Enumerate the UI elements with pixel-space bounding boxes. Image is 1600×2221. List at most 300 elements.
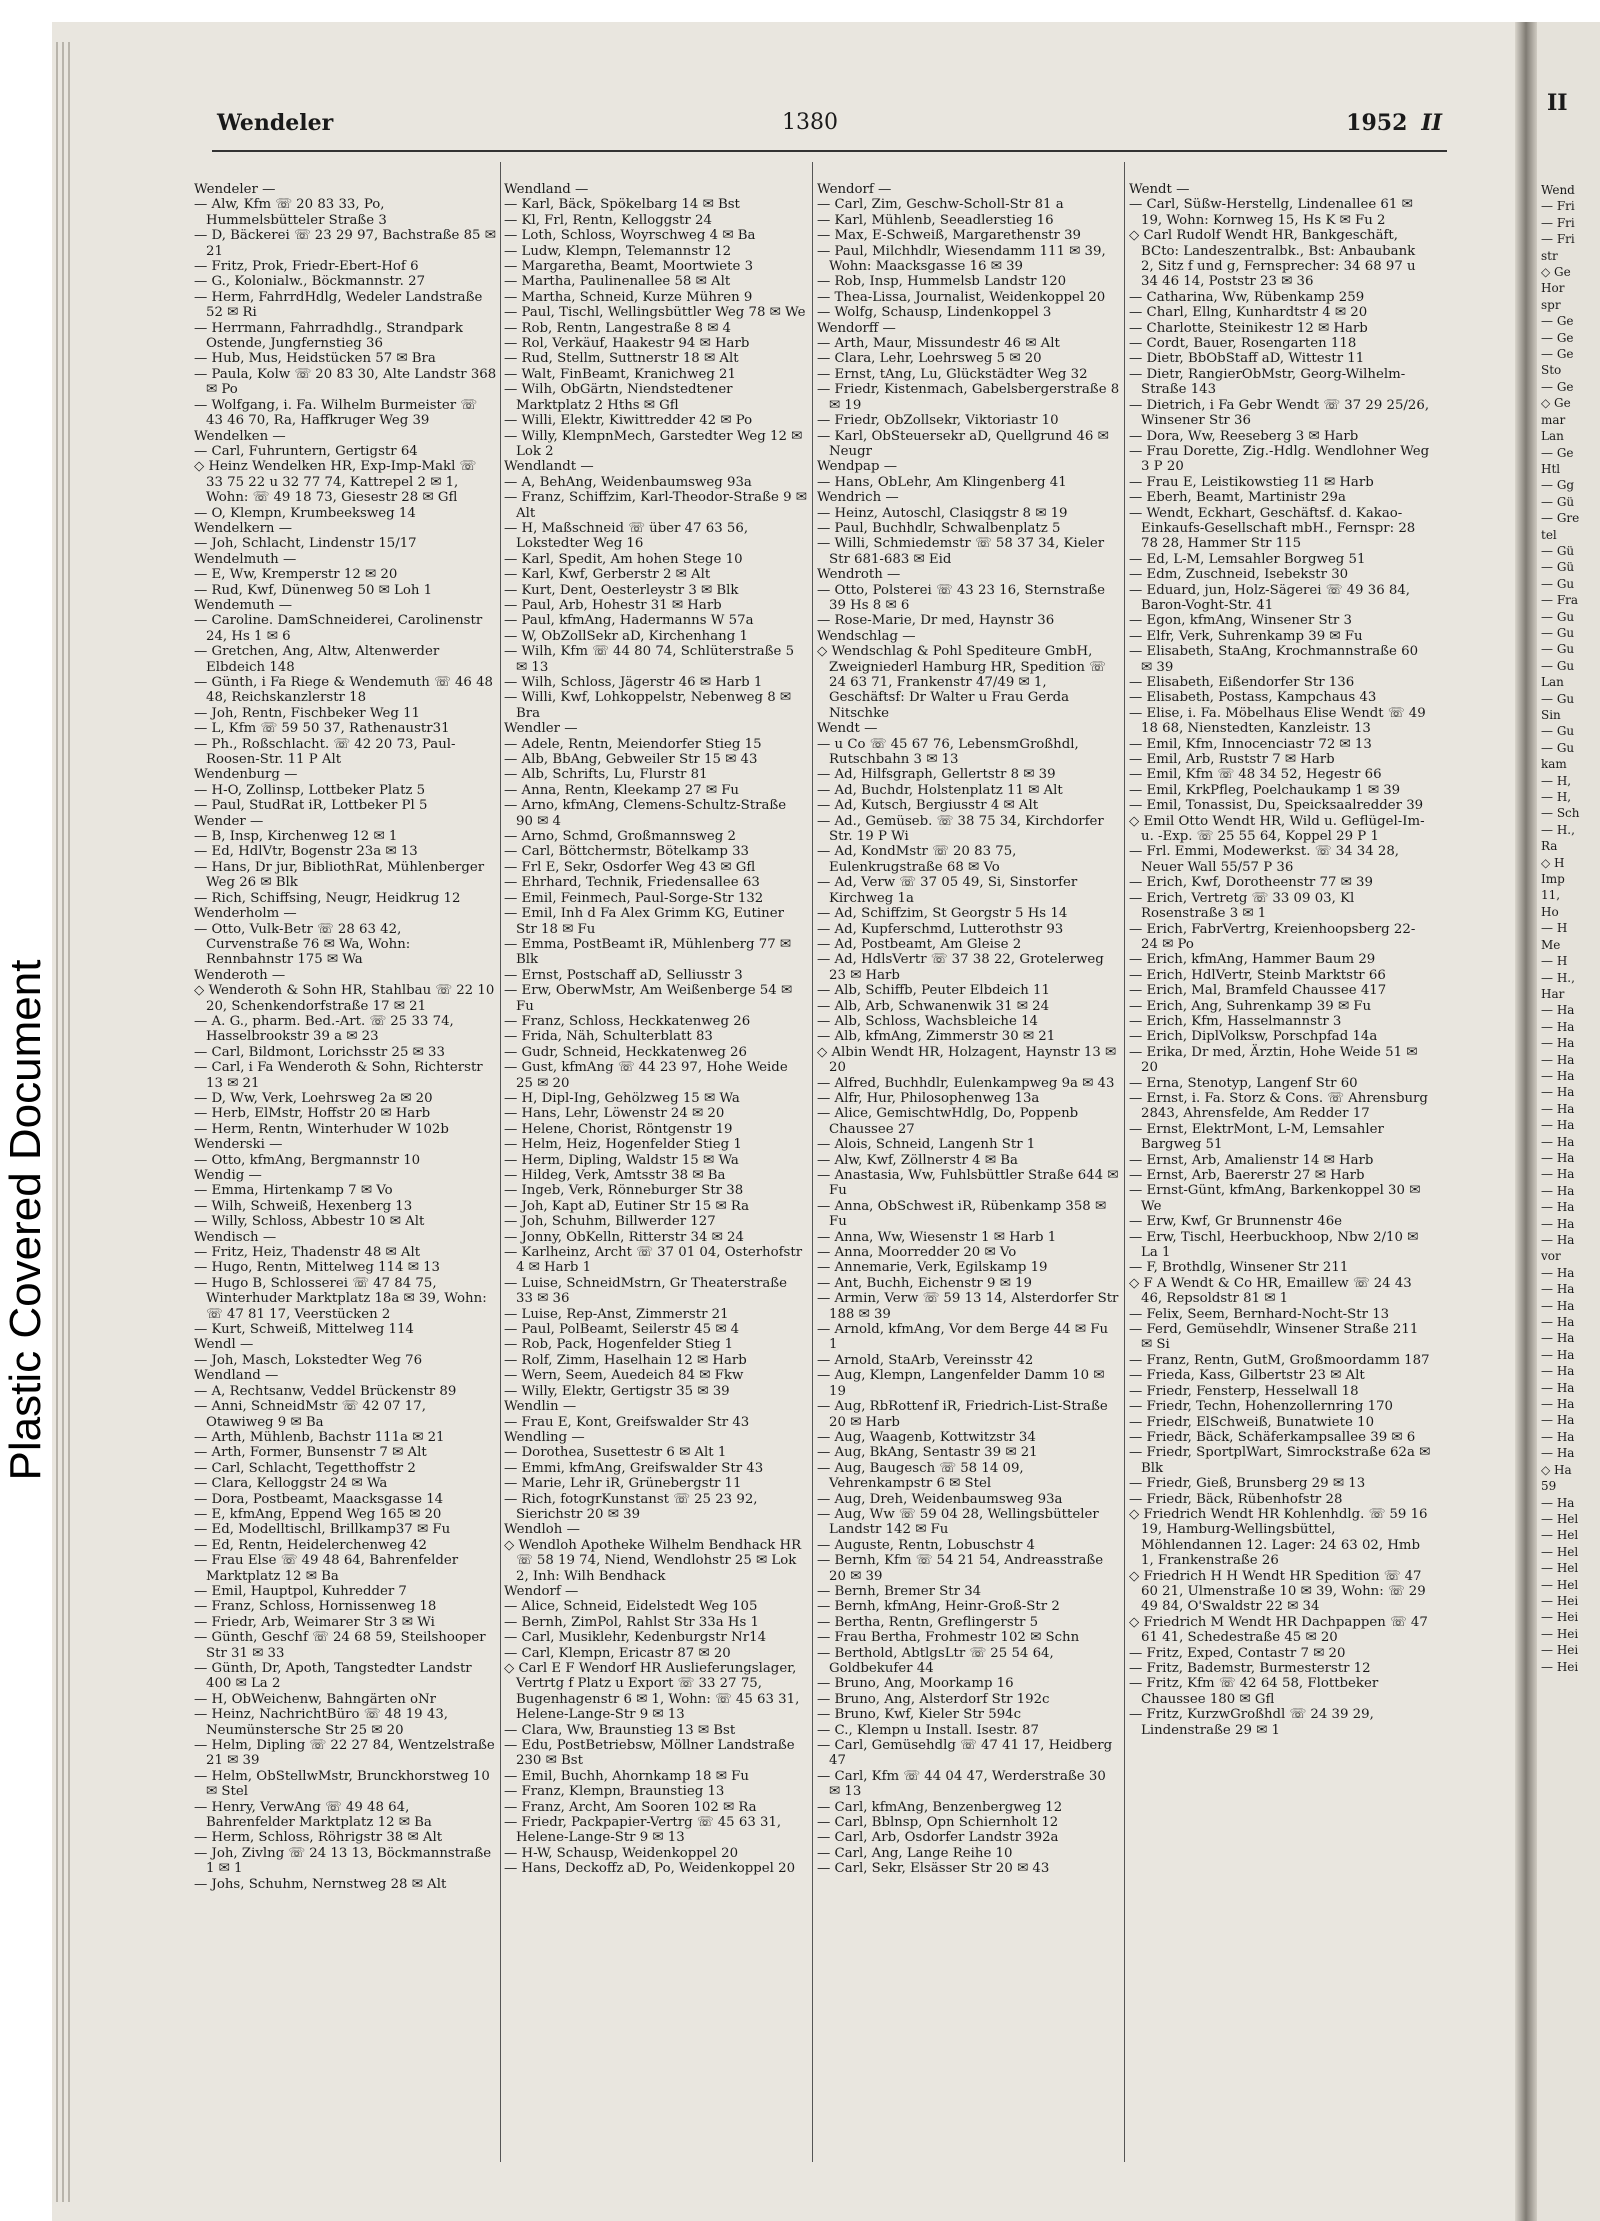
next-page-entry: — Ha [1541,1216,1575,1231]
page-edge-line [56,42,58,2202]
directory-entry: — O, Klempn, Krumbeeksweg 14 [194,505,416,521]
next-page-entry: str [1541,248,1558,263]
header-volume: II [1421,110,1442,136]
directory-entry: — Rolf, Zimm, Haselhain 12 ✉ Harb [504,1352,747,1368]
directory-entry: — Otto, Vulk-Betr ☏ 28 63 42, Curvenstraße 76 ✉ Wa, Wohn: Rennbahnstr 175 ✉ Wa [194,921,411,968]
directory-entry: — Ernst-Günt, kfmAng, Barkenkoppel 30 ✉ We [1129,1183,1421,1214]
directory-entry: — Eduard, jun, Holz-Sägerei ☏ 49 36 84, Baron-Voght-Str. 41 [1129,582,1411,613]
directory-entry: — Günth, i Fa Riege & Wendemuth ☏ 46 48 48, Reichskanzlerstr 18 [194,675,494,706]
directory-entry: — Ed, L-M, Lemsahler Borgweg 51 [1129,551,1366,567]
directory-entry: — Carl, kfmAng, Benzenbergweg 12 [817,1799,1063,1815]
directory-entry: Wendlandt — [504,459,594,475]
next-page-entry: — Hei [1541,1659,1579,1674]
directory-entry: — Emil, Arb, Ruststr 7 ✉ Harb [1129,752,1335,768]
directory-entry: — Elise, i. Fa. Möbelhaus Elise Wendt ☏ 49 18 68, Nienstedten, Kanzleistr. 13 [1129,705,1426,737]
directory-entry: — Dora, Ww, Reeseberg 3 ✉ Harb [1129,428,1359,444]
directory-entry: — Fritz, Heiz, Thadenstr 48 ✉ Alt [194,1245,421,1261]
directory-entry: — Ant, Buchh, Eichenstr 9 ✉ 19 [817,1275,1032,1291]
next-page-entry: Ho [1541,904,1559,919]
next-page-entry: Sin [1541,708,1561,722]
directory-entry: — E, Ww, Kremperstr 12 ✉ 20 [194,567,398,583]
directory-entry: — Bertha, Rentn, Greflingerstr 5 [817,1614,1039,1630]
directory-entry: — D, Ww, Verk, Loehrsweg 2a ✉ 20 [194,1090,433,1106]
directory-entry: — Carl, Sekr, Elsässer Str 20 ✉ 43 [817,1861,1050,1877]
directory-entry: — Johs, Schuhm, Nernstweg 28 ✉ Alt [194,1876,447,1892]
directory-entry: — Luise, SchneidMstrn, Gr Theaterstraße 33 ✉ 36 [504,1275,787,1307]
directory-entry: — Carl, Zim, Geschw-Scholl-Str 81 a [817,197,1064,213]
directory-entry: — Gudr, Schneid, Heckkatenweg 26 [504,1044,747,1060]
next-page-entry: — H, [1541,773,1572,788]
directory-entry: — Franz, Schiffzim, Karl-Theodor-Straße 9 ✉ Alt [504,490,807,521]
directory-entry: — Wilh, Kfm ☏ 44 80 74, Schlüterstraße 5 ✉ 13 [504,644,795,675]
directory-entry: — Dietr, BbObStaff aD, Wittestr 11 [1129,351,1365,367]
next-page-entry: — Fri [1541,232,1575,247]
directory-entry: ◇ Albin Wendt HR, Holzagent, Haynstr 13 ✉ 20 [817,1044,1117,1076]
next-page-entry: — Ha [1541,1003,1575,1018]
next-page-entry: — Ha [1541,1183,1575,1198]
directory-entry: Wendelken — [194,428,286,444]
next-page-entry: — Ge [1541,330,1574,345]
directory-entry: — Ernst, Arb, Amalienstr 14 ✉ Harb [1129,1152,1374,1168]
directory-entry: ◇ Emil Otto Wendt HR, Wild u. Geflügel-Im- u. -Exp. ☏ 25 55 64, Koppel 29 P 1 [1129,813,1425,845]
directory-entry: — H-W, Schausp, Weidenkoppel 20 [504,1845,739,1861]
directory-entry: — Ad, HdlsVertr ☏ 37 38 22, Grotelerweg 23 ✉ Harb [817,952,1104,983]
directory-entry: — Ad, Postbeamt, Am Gleise 2 [817,936,1022,952]
next-page-entry: kam [1541,757,1567,772]
directory-entry: — Paula, Kolw ☏ 20 83 30, Alte Landstr 368 ✉ Po [194,366,497,398]
directory-entry: — Hans, ObLehr, Am Klingenberg 41 [817,474,1067,490]
directory-entry: — Egon, kfmAng, Winsener Str 3 [1129,613,1352,629]
directory-entry: — Herb, ElMstr, Hoffstr 20 ✉ Harb [194,1106,431,1122]
directory-entry: — Ad, Schiffzim, St Georgstr 5 Hs 14 [817,906,1068,922]
directory-entry: — Günth, Dr, Apoth, Tangstedter Landstr 400 ✉ La 2 [194,1661,472,1692]
directory-entry: — Marie, Lehr iR, Grünebergstr 11 [504,1476,742,1492]
directory-entry: — Helm, ObStellwMstr, Brunckhorstweg 10 ✉ Stel [194,1768,490,1800]
directory-entry: ◇ Wendschlag & Pohl Spediteure GmbH, Zweigniederl Hamburg HR, Spedition ☏ 24 63 71, Frankenstr 47/49 ✉ 1, Geschäftsf: Dr Walter u Frau Gerda Nitschke [817,644,1106,721]
directory-entry: — Aug, Klempn, Langenfelder Damm 10 ✉ 19 [817,1368,1105,1399]
directory-entry: — Fritz, Prok, Friedr-Ebert-Hof 6 [194,259,419,275]
directory-entry: — Heinz, NachrichtBüro ☏ 48 19 43, Neumünstersche Str 25 ✉ 20 [194,1707,449,1738]
directory-entry: — Adele, Rentn, Meiendorfer Stieg 15 [504,736,762,752]
directory-entry: — Clara, Kelloggstr 24 ✉ Wa [194,1476,388,1492]
directory-entry: — Anna, Rentn, Kleekamp 27 ✉ Fu [504,782,740,798]
directory-entry: — Alw, Kwf, Zöllnerstr 4 ✉ Ba [817,1152,1018,1168]
directory-entry: Wendpap — [817,459,898,475]
directory-entry: — Arno, Schmd, Großmannsweg 2 [504,829,737,845]
directory-entry: — Erw, OberwMstr, Am Weißenberge 54 ✉ Fu [504,983,793,1014]
directory-entry: — Martha, Schneid, Kurze Mühren 9 [504,289,753,305]
directory-entry: — Friedr, Arb, Weimarer Str 3 ✉ Wi [194,1614,435,1630]
directory-entry: — Arth, Maur, Missundestr 46 ✉ Alt [817,336,1060,352]
directory-entry: — Caroline. DamSchneiderei, Carolinenstr 24, Hs 1 ✉ 6 [194,613,483,644]
directory-entry: — Ph., Roßschlacht. ☏ 42 20 73, Paul-Roosen-Str. 11 P Alt [194,736,456,768]
directory-entry: — Frau E, Leistikowstieg 11 ✉ Harb [1129,474,1374,490]
directory-entry: — Arth, Mühlenb, Bachstr 111a ✉ 21 [194,1429,445,1445]
directory-entry: — Friedr, Fensterp, Hesselwall 18 [1129,1383,1359,1399]
directory-entry: — Helm, Heiz, Hogenfelder Stieg 1 [504,1137,742,1153]
directory-entry: — F, Brothdlg, Winsener Str 211 [1129,1260,1349,1276]
directory-entry: — Alb, Schrifts, Lu, Flurstr 81 [504,767,708,783]
directory-entry: — Erich, Vertretg ☏ 33 09 03, Kl Rosenstraße 3 ✉ 1 [1129,890,1355,922]
directory-entry: Wenderholm — [194,906,297,922]
directory-entry: — Alw, Kfm ☏ 20 83 33, Po, Hummelsbütteler Straße 3 [194,197,387,228]
directory-entry: — Paul, kfmAng, Hadermanns W 57a [504,613,754,629]
next-page-entry: — Hel [1541,1511,1579,1526]
directory-page [52,22,1600,2221]
directory-entry: Wendisch — [194,1229,277,1245]
directory-entry: — Bruno, Kwf, Kieler Str 594c [817,1707,1022,1723]
next-page-entry: — Gü [1541,494,1575,509]
directory-entry: — Ad., Gemüseb. ☏ 38 75 34, Kirchdorfer Str. 19 P Wi [817,813,1104,845]
directory-entry: — Ed, Rentn, Heidelerchenweg 42 [194,1537,427,1553]
next-page-entry: — Ha [1541,1429,1575,1444]
directory-entry: — Joh, Schlacht, Lindenstr 15/17 [194,536,417,552]
directory-entry: — Paul, Buchhdlr, Schwalbenplatz 5 [817,520,1061,536]
directory-entry: — W, ObZollSekr aD, Kirchenhang 1 [504,628,748,644]
directory-entry: — H, ObWeichenw, Bahngärten oNr [194,1691,437,1707]
directory-entry: — Anastasia, Ww, Fuhlsbüttler Straße 644 ✉ Fu [817,1168,1119,1199]
next-page-entry: mar [1541,412,1566,427]
directory-entry: Wendroth — [817,567,901,583]
directory-entry: — Heinz, Autoschl, Clasiqgstr 8 ✉ 19 [817,505,1068,521]
directory-entry: Wendt — [817,721,878,737]
directory-entry: — Max, E-Schweiß, Margarethenstr 39 [817,228,1081,244]
next-page-entry: — H., [1541,822,1575,837]
directory-column-4 [1129,182,1432,1738]
directory-entry: — Frau Else ☏ 49 48 64, Bahrenfelder Marktplatz 12 ✉ Ba [194,1553,459,1584]
next-page-entry: — H, [1541,790,1572,805]
directory-entry: ◇ Friedrich Wendt HR Kohlenhdlg. ☏ 59 16 19, Hamburg-Wellingsbüttel, Möhlendannen 12. Lager: 24 63 02, Hmb 1, Frankenstraße 26 [1129,1506,1428,1569]
directory-entry: — Paul, Tischl, Wellingsbüttler Weg 78 ✉ We [504,305,806,321]
plastic-cover-label [0,0,52,2221]
next-page-entry: — Ha [1541,1265,1575,1280]
directory-entry: Wendorf — [817,182,892,197]
directory-entry: — Franz, Klempn, Braunstieg 13 [504,1784,725,1800]
directory-entry: — Dora, Postbeamt, Maacksgasse 14 [194,1491,444,1507]
directory-entry: — H, Maßschneid ☏ über 47 63 56, Lokstedter Weg 16 [504,520,749,552]
directory-entry: Wenderski — [194,1137,283,1153]
directory-entry: Wendelkern — [194,520,293,536]
directory-entry: — Erich, Kfm, Hasselmannstr 3 [1129,1013,1342,1029]
directory-entry: — Cordt, Bauer, Rosengarten 118 [1129,336,1357,352]
next-page-entry: Hor [1541,281,1565,296]
directory-entry: — Emil, Tonassist, Du, Speicksaalredder 39 [1129,798,1424,814]
directory-entry: ◇ Carl E F Wendorf HR Auslieferungslager, Vertrtg f Platz u Export ☏ 33 27 75, Bugenhagenstr 6 ✉ 1, Wohn: ☏ 45 63 31, Helene-Lange-Str 9 ✉ 13 [504,1661,800,1723]
directory-entry: — Herrmann, Fahrradhdlg., Strandpark Ostende, Jungfernstieg 36 [194,320,463,352]
next-page-entry: — Ha [1541,1315,1575,1330]
directory-column-3 [817,182,1120,1877]
directory-entry: — Paul, PolBeamt, Seilerstr 45 ✉ 4 [504,1322,740,1338]
directory-entry: Wendt — [1129,182,1190,197]
directory-entry: — Herm, Rentn, Winterhuder W 102b [194,1121,449,1137]
directory-entry: — Karl, Bäck, Spökelbarg 14 ✉ Bst [504,197,740,213]
directory-entry: — Karl, Kwf, Gerberstr 2 ✉ Alt [504,567,711,583]
next-page-entry: ◇ Ha [1541,1462,1572,1477]
directory-entry: — Clara, Ww, Braunstieg 13 ✉ Bst [504,1722,736,1738]
directory-entry: — Rud, Kwf, Dünenweg 50 ✉ Loh 1 [194,582,433,598]
side-label-text: Plastic Covered Document [1,959,50,1481]
directory-entry: — Annemarie, Verk, Egilskamp 19 [817,1260,1048,1276]
directory-entry: Wendlin — [504,1399,577,1415]
directory-entry: — Fritz, Bademstr, Burmesterstr 12 [1129,1661,1371,1676]
next-page-entry: — Ha [1541,1019,1575,1034]
directory-entry: — Ferd, Gemüsehdlr, Winsener Straße 211 ✉ Si [1129,1322,1419,1353]
directory-entry: — Elisabeth, StaAng, Krochmannstraße 60 ✉ 39 [1129,644,1419,675]
directory-entry: — Ehrhard, Technik, Friedensallee 63 [504,875,760,891]
directory-entry: — L, Kfm ☏ 59 50 37, Rathenaustr31 [194,721,450,737]
directory-entry: — Erich, Kwf, Dorotheenstr 77 ✉ 39 [1129,875,1373,891]
directory-entry: — Friedr, Bäck, Schäferkampsallee 39 ✉ 6 [1129,1429,1416,1445]
directory-entry: — Carl, Süßw-Herstellg, Lindenallee 61 ✉ 19, Wohn: Kornweg 15, Hs K ✉ Fu 2 [1129,197,1413,228]
next-page-entry: — Fra [1541,593,1579,608]
directory-entry: — Günth, Geschf ☏ 24 68 59, Steilshooper Str 31 ✉ 33 [194,1630,486,1661]
directory-entry: Wendling — [504,1429,585,1445]
next-page-entry: — Ha [1541,1380,1575,1395]
directory-entry: — Bernh, ZimPol, Rahlst Str 33a Hs 1 [504,1614,759,1630]
next-page-entry: — Ha [1541,1200,1575,1215]
directory-entry: Wendelmuth — [194,551,297,567]
directory-entry: — Frl. Emmi, Modewerkst. ☏ 34 34 28, Neuer Wall 55/57 P 36 [1129,844,1400,875]
directory-entry: — Erw, Kwf, Gr Brunnenstr 46e [1129,1214,1343,1230]
directory-entry: ◇ Heinz Wendelken HR, Exp-Imp-Makl ☏ 33 75 22 u 32 77 74, Kattrepel 2 ✉ 1, Wohn: ☏ 49 18 73, Giesestr 28 ✉ Gfl [194,459,477,506]
directory-entry: — Fritz, KurzwGroßhdl ☏ 24 39 29, Lindenstraße 29 ✉ 1 [1129,1707,1374,1738]
directory-entry: — E, kfmAng, Eppend Weg 165 ✉ 20 [194,1506,442,1522]
directory-entry: — Ad, Hilfsgraph, Gellertstr 8 ✉ 39 [817,767,1056,783]
directory-entry: — Frl E, Sekr, Osdorfer Weg 43 ✉ Gfl [504,859,756,875]
directory-entry: ◇ Wendloh Apotheke Wilhelm Bendhack HR ☏ 58 19 74, Niend, Wendlohstr 25 ✉ Lok 2, Inh: Wilh Bendhack [504,1537,802,1584]
directory-entry: — D, Bäckerei ☏ 23 29 97, Bachstraße 85 ✉ 21 [194,228,496,259]
directory-entry: — Carl, Schlacht, Tegetthoffstr 2 [194,1460,416,1476]
directory-entry: — B, Insp, Kirchenweg 12 ✉ 1 [194,829,398,845]
next-page-entry: Lan [1541,429,1564,444]
directory-entry: — Carl, Musiklehr, Kedenburgstr Nr14 [504,1630,767,1646]
next-page-entry: — Hei [1541,1626,1579,1641]
directory-entry: — Frida, Näh, Schulterblatt 83 [504,1029,713,1045]
next-page-entry: — Gre [1541,511,1580,526]
next-page-entry: — H., [1541,970,1575,985]
next-page-entry: — Ge [1541,379,1574,394]
directory-entry: — Bernh, Kfm ☏ 54 21 54, Andreasstraße 20 ✉ 39 [817,1553,1104,1584]
next-page-entry: — Gu [1541,724,1575,739]
directory-entry: — Luise, Rep-Anst, Zimmerstr 21 [504,1306,729,1322]
directory-entry: — Alb, Arb, Schwanenwik 31 ✉ 24 [817,998,1050,1014]
next-page-entry: — Gu [1541,609,1575,624]
directory-entry: — Wern, Seem, Auedeich 84 ✉ Fkw [504,1368,744,1384]
directory-entry: — Aug, Baugesch ☏ 58 14 09, Vehrenkampstr 6 ✉ Stel [817,1460,1024,1492]
directory-entry: — Elfr, Verk, Suhrenkamp 39 ✉ Fu [1129,628,1363,644]
next-page-entry: — Ha [1541,1446,1575,1461]
directory-entry: — Joh, Zivlng ☏ 24 13 13, Böckmannstraße 1 ✉ 1 [194,1845,492,1877]
directory-entry: — Hub, Mus, Heidstücken 57 ✉ Bra [194,351,436,367]
next-page-entry: — Gu [1541,740,1575,755]
directory-entry: — Emma, PostBeamt iR, Mühlenberg 77 ✉ Blk [504,936,792,968]
column-divider [812,162,813,2162]
directory-entry: — Aug, BkAng, Sentastr 39 ✉ 21 [817,1445,1038,1461]
directory-entry: — Carl, Klempn, Ericastr 87 ✉ 20 [504,1645,731,1661]
page-number: 1380 [782,110,838,135]
next-page-entry: 59 [1541,1479,1557,1494]
directory-entry: — Felix, Seem, Bernhard-Nocht-Str 13 [1129,1306,1390,1322]
header-year: 1952 [1346,110,1408,136]
directory-entry: — Aug, RbRottenf iR, Friedrich-List-Straße 20 ✉ Harb [817,1399,1108,1430]
directory-entry: — Ad, Buchdr, Holstenplatz 11 ✉ Alt [817,782,1063,798]
next-page-entry: Lan [1541,675,1564,690]
directory-entry: — Emil, Kfm, Innocenciastr 72 ✉ 13 [1129,736,1372,752]
directory-entry: — Willi, Schmiedemstr ☏ 58 37 34, Kieler Str 681-683 ✉ Eid [817,536,1105,567]
directory-entry: — Joh, Kapt aD, Eutiner Str 15 ✉ Ra [504,1198,750,1214]
directory-entry: — Hildeg, Verk, Amtsstr 38 ✉ Ba [504,1168,726,1183]
directory-entry: — Arnold, StaArb, Vereinsstr 42 [817,1352,1034,1368]
directory-entry: — Ad, Verw ☏ 37 05 49, Si, Sinstorfer Kirchweg 1a [817,875,1078,906]
directory-entry: — Wolfg, Schausp, Lindenkoppel 3 [817,305,1052,321]
directory-entry: — Kurt, Schweiß, Mittelweg 114 [194,1322,414,1338]
directory-entry: — Aug, Waagenb, Kottwitzstr 34 [817,1429,1036,1445]
directory-entry: ◇ Wenderoth & Sohn HR, Stahlbau ☏ 22 10 20, Schenkendorfstraße 17 ✉ 21 [194,983,495,1014]
book-spine [1515,22,1537,2221]
directory-entry: Wenderoth — [194,967,286,983]
directory-column-2 [504,182,807,1877]
directory-entry: — Ernst, i. Fa. Storz & Cons. ☏ Ahrensburg 2843, Ahrensfelde, Am Redder 17 [1129,1090,1428,1122]
next-page-entry: Sto [1541,363,1562,378]
directory-entry: — Arth, Former, Bunsenstr 7 ✉ Alt [194,1445,427,1461]
next-page-column [1537,182,1579,1675]
directory-entry: — Joh, Masch, Lokstedter Weg 76 [194,1352,423,1368]
directory-entry: Wender — [194,813,264,829]
directory-entry: — Bernh, Bremer Str 34 [817,1583,982,1599]
directory-entry: — Rol, Verkäuf, Haakestr 94 ✉ Harb [504,336,750,352]
directory-entry: — Anna, Moorredder 20 ✉ Vo [817,1245,1017,1261]
page-header [217,110,1442,150]
header-rule [212,150,1447,152]
directory-entry: — Henry, VerwAng ☏ 49 48 64, Bahrenfelder Marktplatz 12 ✉ Ba [194,1799,432,1831]
directory-entry: — Catharina, Ww, Rübenkamp 259 [1129,289,1365,305]
next-page-entry: — Gu [1541,642,1575,657]
directory-entry: — Ernst, Arb, Baererstr 27 ✉ Harb [1129,1168,1365,1183]
directory-entry: — Ed, HdlVtr, Bogenstr 23a ✉ 13 [194,844,418,860]
header-keyword: Wendeler [217,110,334,136]
directory-entry: Wendig — [194,1168,262,1183]
directory-entry: — Willy, KlempnMech, Garstedter Weg 12 ✉ Lok 2 [504,428,803,459]
directory-entry: — Willi, Kwf, Lohkoppelstr, Nebenweg 8 ✉ Bra [504,690,792,721]
directory-entry: — Wendt, Eckhart, Geschäftsf. d. Kakao-Einkaufs-Gesellschaft mbH., Fernspr: 28 78 28, Hammer Str 115 [1129,505,1416,552]
directory-entry: — Paul, StudRat iR, Lottbeker Pl 5 [194,798,428,814]
directory-entry: — Alice, Schneid, Eidelstedt Weg 105 [504,1599,758,1615]
directory-entry: — Friedr, ElSchweiß, Bunatwiete 10 [1129,1414,1375,1430]
directory-entry: — Frau Bertha, Frohmestr 102 ✉ Schn [817,1630,1080,1646]
next-page-entry: — Gu [1541,658,1575,673]
next-page-entry: Imp [1541,872,1565,887]
next-page-entry: — Gu [1541,625,1575,640]
directory-entry: — Ed, Modelltischl, Brillkamp37 ✉ Fu [194,1522,451,1538]
directory-entry: — H, Dipl-Ing, Gehölzweg 15 ✉ Wa [504,1090,740,1106]
directory-entry: — Edu, PostBetriebsw, Möllner Landstraße 230 ✉ Bst [504,1738,795,1769]
next-page-entry: — H [1541,954,1568,969]
directory-entry: — Willy, Elektr, Gertigstr 35 ✉ 39 [504,1383,730,1399]
next-page-entry: — Hel [1541,1544,1579,1559]
directory-entry: Wendloh — [504,1522,580,1538]
directory-entry: ◇ F A Wendt & Co HR, Emaillew ☏ 24 43 46, Repsoldstr 81 ✉ 1 [1129,1275,1412,1307]
directory-entry: — Martha, Paulinenallee 58 ✉ Alt [504,274,731,290]
directory-entry: — G., Kolonialw., Böckmannstr. 27 [194,274,426,290]
directory-entry: — Dorothea, Susettestr 6 ✉ Alt 1 [504,1445,727,1461]
page-edge-line [62,42,64,2202]
page-edge-line [68,42,70,2202]
directory-entry: — Edm, Zuschneid, Isebekstr 30 [1129,567,1349,583]
directory-entry: — Rich, fotogrKunstanst ☏ 25 23 92, Sierichstr 20 ✉ 39 [504,1491,758,1522]
directory-entry: — Erw, Tischl, Heerbuckhoop, Nbw 2/10 ✉ La 1 [1129,1229,1419,1261]
next-page-entry: — Hel [1541,1528,1579,1543]
directory-entry: — Aug, Dreh, Weidenbaumsweg 93a [817,1491,1063,1507]
directory-entry: ◇ Friedrich M Wendt HR Dachpappen ☏ 47 61 41, Schedestraße 45 ✉ 20 [1129,1614,1428,1646]
next-page-entry: — Hei [1541,1643,1579,1658]
directory-entry: — Joh, Schuhm, Billwerder 127 [504,1214,716,1230]
directory-entry: — Rob, Pack, Hogenfelder Stieg 1 [504,1337,734,1353]
directory-entry: — Ad, Kutsch, Bergiusstr 4 ✉ Alt [817,798,1039,814]
next-page-entry: — Fri [1541,215,1575,230]
next-page-entry: — Ha [1541,1282,1575,1297]
directory-entry: — Ernst, tAng, Lu, Glückstädter Weg 32 [817,366,1088,382]
next-page-entry: — Ge [1541,314,1574,329]
directory-entry: — Arno, kfmAng, Clemens-Schultz-Straße 90 ✉ 4 [504,798,787,829]
directory-entry: — Carl, Bildmont, Lorichsstr 25 ✉ 33 [194,1044,445,1060]
directory-entry: — Ingeb, Verk, Rönneburger Str 38 [504,1183,744,1199]
next-page-entry: — Ha [1541,1052,1575,1067]
next-page-entry: — Ha [1541,1331,1575,1346]
directory-entry: — Fritz, Kfm ☏ 42 64 58, Flottbeker Chaussee 180 ✉ Gfl [1129,1676,1379,1707]
directory-entry: — Helm, Dipling ☏ 22 27 84, Wentzelstraße 21 ✉ 39 [194,1738,495,1769]
directory-entry: — Friedr, Techn, Hohenzollernring 170 [1129,1399,1394,1415]
directory-entry: — Helene, Chorist, Röntgenstr 19 [504,1121,733,1137]
directory-entry: — Thea-Lissa, Journalist, Weidenkoppel 20 [817,289,1106,305]
directory-entry: — Carl, Böttchermstr, Bötelkamp 33 [504,844,750,860]
directory-entry: — Rud, Stellm, Suttnerstr 18 ✉ Alt [504,351,739,367]
next-page-entry: tel [1541,527,1557,542]
directory-entry: — Rich, Schiffsing, Neugr, Heidkrug 12 [194,890,461,906]
directory-entry: — Karlheinz, Archt ☏ 37 01 04, Osterhofstr 4 ✉ Harb 1 [504,1245,803,1276]
directory-entry: — Joh, Rentn, Fischbeker Weg 11 [194,705,420,721]
directory-entry: — Erich, kfmAng, Hammer Baum 29 [1129,952,1376,968]
directory-entry: — Alb, kfmAng, Zimmerstr 30 ✉ 21 [817,1029,1056,1045]
directory-entry: — Anna, ObSchwest iR, Rübenkamp 358 ✉ Fu [817,1198,1107,1230]
column-divider [1124,162,1125,2162]
next-page-entry: — Gü [1541,560,1575,575]
directory-entry: — Otto, kfmAng, Bergmannstr 10 [194,1152,421,1168]
directory-entry: — Hugo, Rentn, Mittelweg 114 ✉ 13 [194,1260,441,1276]
directory-entry: — Frieda, Kass, Gilbertstr 23 ✉ Alt [1129,1368,1365,1384]
directory-entry: — Erna, Stenotyp, Langenf Str 60 [1129,1075,1358,1091]
directory-entry: — Bruno, Ang, Alsterdorf Str 192c [817,1691,1050,1707]
directory-entry: — Alb, Schloss, Wachsbleiche 14 [817,1013,1039,1029]
directory-entry: — Rob, Insp, Hummelsb Landstr 120 [817,274,1067,290]
directory-entry: — Emmi, kfmAng, Greifswalder Str 43 [504,1460,764,1476]
directory-entry: — A, BehAng, Weidenbaumsweg 93a [504,474,752,490]
next-page-entry: — Fri [1541,199,1575,214]
directory-entry: — Ludw, Klempn, Telemannstr 12 [504,243,732,259]
directory-entry: — Emil, KrkPfleg, Poelchaukamp 1 ✉ 39 [1129,782,1401,798]
directory-entry: — H-O, Zollinsp, Lottbeker Platz 5 [194,782,426,798]
directory-entry: Wendler — [504,721,578,737]
next-page-entry: ◇ H [1541,855,1565,870]
directory-entry: — Willi, Elektr, Kiwittredder 42 ✉ Po [504,413,753,429]
directory-entry: — Alfr, Hur, Philosophenweg 13a [817,1090,1040,1106]
directory-entry: Wendland — [194,1368,279,1384]
directory-entry: — Erich, Ang, Suhrenkamp 39 ✉ Fu [1129,998,1372,1014]
directory-entry: — Emma, Hirtenkamp 7 ✉ Vo [194,1183,393,1199]
directory-entry: — Karl, Mühlenb, Seeadlerstieg 16 [817,212,1054,228]
directory-entry: — Wilh, Schweiß, Hexenberg 13 [194,1198,413,1214]
directory-column-1 [194,182,497,1892]
directory-entry: — Franz, Schloss, Hornissenweg 18 [194,1599,437,1615]
